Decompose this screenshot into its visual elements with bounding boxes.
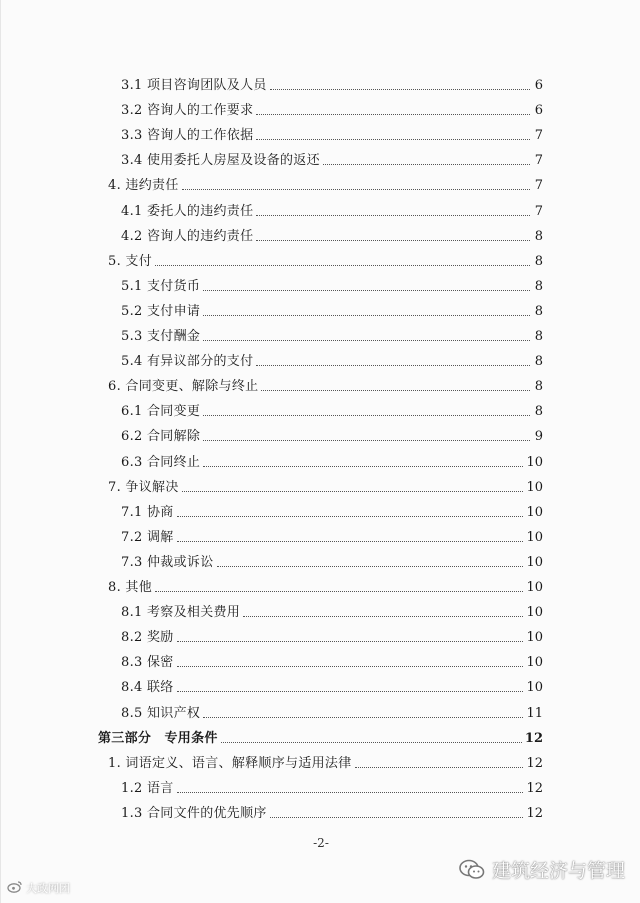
toc-entry (121, 200, 543, 220)
toc-entry-page: 12 (524, 730, 543, 746)
dot-leader (203, 716, 523, 718)
toc-entry (121, 275, 543, 295)
toc-entry (108, 576, 543, 596)
dot-leader (203, 339, 530, 341)
toc-entry (121, 626, 543, 646)
toc-entry-page: 8 (534, 329, 543, 344)
toc-entry-title: 1. 词语定义、语言、解释顺序与适用法律 (108, 755, 352, 771)
toc-entry-page: 10 (526, 454, 543, 470)
toc-entry (121, 551, 543, 571)
toc-entry (121, 601, 543, 621)
toc-entry-page: 8 (534, 354, 543, 370)
toc-entry-page: 10 (526, 504, 543, 520)
toc-entry-page: 10 (526, 529, 543, 545)
toc-entry-title: 6.3 合同终止 (121, 454, 201, 470)
dot-leader (270, 88, 530, 90)
toc-entry (121, 300, 543, 320)
toc-entry-page: 10 (526, 655, 543, 671)
toc-entry (121, 451, 543, 471)
toc-entry-page: 7 (534, 128, 543, 144)
dot-leader (270, 816, 524, 818)
dot-leader (182, 188, 530, 190)
toc-entry-title: 8.2 奖励 (121, 630, 174, 646)
toc-entry-title: 8. 其他 (108, 580, 153, 595)
toc-entry-page: 10 (526, 580, 543, 595)
toc-entry-title: 6.1 合同变更 (121, 404, 201, 420)
toc-entry (121, 400, 543, 420)
toc-entry-title: 4.2 咨询人的违约责任 (121, 228, 254, 244)
dot-leader (256, 113, 530, 115)
toc-entry-page: 6 (534, 78, 543, 93)
toc-entry-title: 6. 合同变更、解除与终止 (108, 379, 259, 395)
toc-entry (98, 727, 543, 747)
toc-entry-title: 5.2 支付申请 (121, 303, 201, 319)
dot-leader (261, 389, 530, 391)
dot-leader (177, 791, 524, 793)
dot-leader (355, 766, 524, 768)
toc-entry-page: 10 (526, 680, 543, 696)
weibo-watermark (7, 880, 70, 896)
toc-entry (121, 501, 543, 521)
dot-leader (177, 540, 524, 542)
toc-entry (121, 526, 543, 546)
toc-entry-page: 10 (526, 630, 543, 646)
toc-entry (121, 99, 543, 119)
toc-entry (121, 802, 543, 822)
toc-entry-page: 7 (534, 203, 543, 219)
dot-leader (256, 214, 530, 216)
dot-leader (182, 490, 524, 492)
toc-entry (121, 325, 543, 345)
toc-entry-page: 8 (534, 404, 543, 420)
toc-entry (108, 174, 543, 194)
toc-entry-page: 8 (534, 253, 543, 269)
toc-entry-title: 8.5 知识产权 (121, 705, 201, 721)
toc-entry-title: 6.2 合同解除 (121, 429, 201, 445)
wechat-icon (458, 858, 486, 882)
toc-entry (121, 124, 543, 144)
dot-leader (203, 414, 530, 416)
toc-entry-title: 7.1 协商 (121, 504, 174, 520)
page-number: -2- (313, 836, 329, 850)
dot-leader (256, 138, 530, 140)
toc-entry-page: 12 (526, 780, 543, 796)
dot-leader (155, 590, 523, 592)
dot-leader (203, 289, 530, 291)
toc-entry (108, 476, 543, 496)
toc-entry-page: 10 (526, 605, 543, 621)
toc-entry-title: 5.3 支付酬金 (121, 329, 201, 344)
dot-leader (217, 565, 524, 567)
toc-entry-page: 12 (526, 805, 543, 821)
toc-entry (121, 149, 543, 169)
toc-entry (108, 752, 543, 772)
dot-leader (177, 515, 524, 517)
toc-entry-page: 8 (534, 278, 543, 294)
toc-entry-title: 第三部分 专用条件 (98, 730, 218, 746)
dot-leader (155, 264, 530, 266)
toc-entry-title: 8.4 联络 (121, 680, 174, 696)
toc-entry-title: 7.3 仲裁或诉讼 (121, 554, 214, 570)
toc-entry-page: 7 (534, 178, 543, 194)
toc-entry (121, 225, 543, 245)
toc-entry-page: 10 (526, 479, 543, 495)
dot-leader (243, 615, 523, 617)
toc-entry-page: 8 (534, 228, 543, 244)
dot-leader (256, 364, 530, 366)
toc-entry (121, 702, 543, 722)
toc-entry-title: 7. 争议解决 (108, 479, 179, 495)
toc-entry (121, 425, 543, 445)
weibo-text: 大政网团 (26, 882, 70, 895)
dot-leader (323, 163, 530, 165)
dot-leader (203, 439, 530, 441)
toc-entry-page: 11 (526, 705, 543, 721)
toc-entry-title: 8.3 保密 (121, 655, 174, 671)
toc-entry (121, 350, 543, 370)
toc-entry-page: 8 (534, 379, 543, 395)
toc-entry-title: 5.1 支付货币 (121, 278, 201, 294)
toc-entry (121, 676, 543, 696)
toc-entry-title: 3.1 项目咨询团队及人员 (121, 78, 267, 93)
toc-entry (108, 250, 543, 270)
toc-entry (108, 375, 543, 395)
dot-leader (256, 239, 530, 241)
toc-entry (121, 74, 543, 94)
toc-entry-title: 1.3 合同文件的优先顺序 (121, 805, 267, 821)
account-name: 建筑经济与管理 (491, 860, 625, 882)
toc-entry-title: 3.3 咨询人的工作依据 (121, 128, 254, 144)
toc-entry-title: 5.4 有异议部分的支付 (121, 354, 254, 370)
toc-entry-title: 4.1 委托人的违约责任 (121, 203, 254, 219)
toc-entry-page: 9 (534, 429, 543, 445)
toc-entry-title: 3.2 咨询人的工作要求 (121, 103, 254, 119)
dot-leader (177, 640, 524, 642)
toc-entry-page: 10 (526, 554, 543, 570)
toc-entry-page: 8 (534, 303, 543, 319)
wechat-watermark (458, 856, 625, 883)
toc-entry-title: 7.2 调解 (121, 529, 174, 545)
weibo-icon (7, 880, 23, 896)
toc-entry-page: 7 (534, 153, 543, 169)
dot-leader (203, 465, 523, 467)
toc-entry-title: 5. 支付 (108, 253, 153, 269)
toc-entry (121, 777, 543, 797)
dot-leader (203, 314, 530, 316)
toc-entry-title: 3.4 使用委托人房屋及设备的返还 (121, 153, 320, 169)
toc-entry (121, 651, 543, 671)
toc-entry-page: 12 (526, 755, 543, 771)
toc-entry-page: 6 (534, 103, 543, 119)
toc-entry-title: 1.2 语言 (121, 780, 174, 796)
dot-leader (177, 665, 524, 667)
dot-leader (177, 690, 524, 692)
toc-entry-title: 8.1 考察及相关费用 (121, 605, 241, 621)
toc-entry-title: 4. 违约责任 (108, 178, 179, 194)
dot-leader (221, 741, 522, 743)
